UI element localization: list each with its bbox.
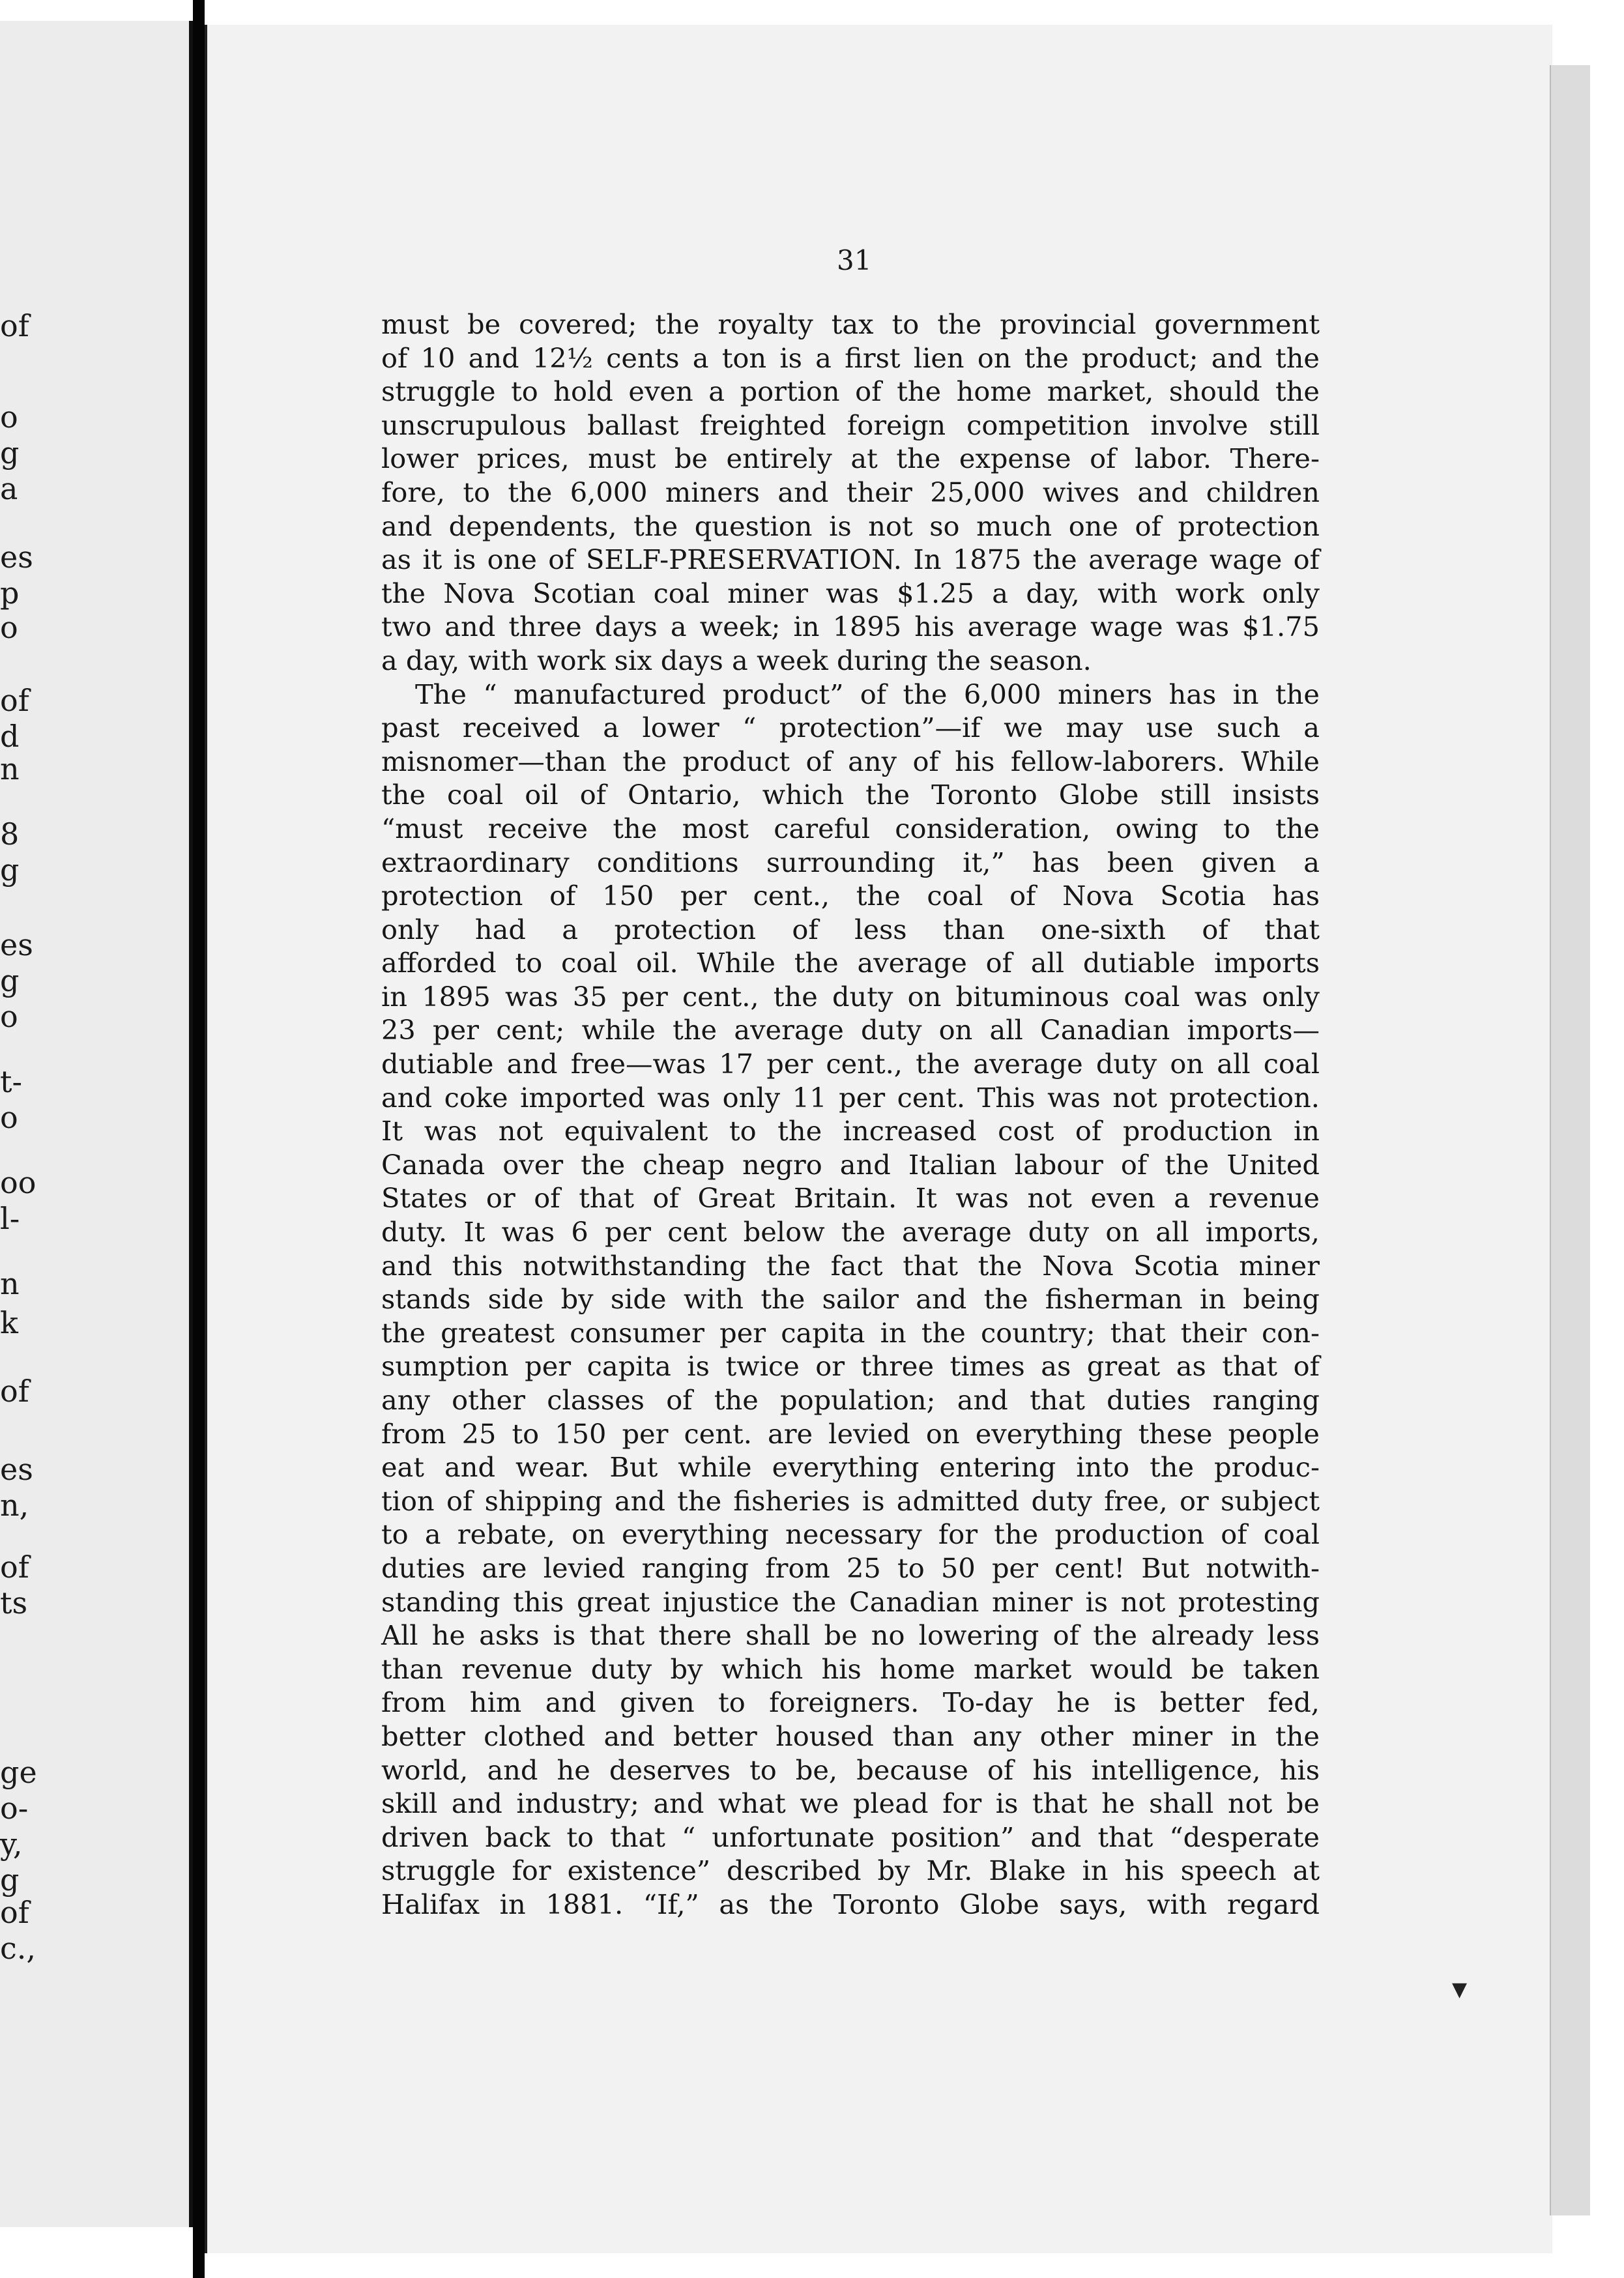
facing-page-fragment: o [0, 610, 18, 645]
text-line: and coke imported was only 11 per cent. This was not protection. [381, 1081, 1320, 1114]
text-line: “must receive the most careful consideration, owing to the [381, 812, 1320, 844]
text-line: only had a protection of less than one-sixth of that [381, 913, 1320, 945]
facing-page-fragment: of [0, 1374, 29, 1409]
facing-page-fragment: ts [0, 1585, 28, 1621]
facing-page-fragment: d [0, 719, 20, 754]
text-line: duties are levied ranging from 25 to 50 per cent! But notwith- [381, 1551, 1320, 1584]
scan-speck: ▼ [1452, 1978, 1468, 2001]
facing-page-fragment: of [0, 683, 29, 718]
text-line: Canada over the cheap negro and Italian labour of the United [381, 1148, 1320, 1181]
facing-page-fragment: ge [0, 1755, 37, 1790]
text-line: skill and industry; and what we plead for is that he shall not be [381, 1787, 1320, 1820]
text-line: and this notwithstanding the fact that the Nova Scotia miner [381, 1249, 1320, 1282]
text-line: driven back to that “ unfortunate position” and that “desperate [381, 1821, 1320, 1853]
facing-page [0, 21, 193, 2227]
text-line: All he asks is that there shall be no lowering of the already less [381, 1619, 1320, 1652]
text-line: as it is one of SELF-PRESERVATION. In 1875 the average wage of [381, 543, 1320, 576]
text-line: extraordinary conditions surrounding it,” has been given a [381, 846, 1320, 878]
facing-page-fragment: 8 [0, 816, 20, 852]
text-line: States or of that of Great Britain. It was not even a revenue [381, 1182, 1320, 1215]
text-line: world, and he deserves to be, because of his intelligence, his [381, 1753, 1320, 1786]
text-line: and dependents, the question is not so much one of protection [381, 510, 1320, 542]
facing-page-fragment: of [0, 308, 29, 343]
facing-page-fragment: oo [0, 1165, 36, 1200]
facing-page-fragment: k [0, 1305, 18, 1340]
text-line: a day, with work six days a week during the season. [381, 644, 1092, 676]
facing-page-fragment: y, [0, 1826, 23, 1862]
facing-page-fragment: es [0, 1452, 33, 1487]
text-line: must be covered; the royalty tax to the provincial government [381, 308, 1320, 340]
text-line: standing this great injustice the Canadian miner is not protesting [381, 1585, 1320, 1618]
text-line: stands side by side with the sailor and the fisherman in being [381, 1283, 1320, 1316]
page-number: 31 [837, 244, 872, 276]
text-line: tion of shipping and the fisheries is admitted duty free, or subject [381, 1484, 1320, 1517]
text-line: from him and given to foreigners. To-day he is better fed, [381, 1686, 1320, 1719]
facing-page-fragment: of [0, 1550, 29, 1585]
facing-page-fragment: g [0, 435, 20, 470]
text-line: of 10 and 12½ cents a ton is a first lien on the product; and the [381, 341, 1320, 374]
text-line: to a rebate, on everything necessary for the production of coal [381, 1518, 1320, 1551]
text-line: duty. It was 6 per cent below the average duty on all imports, [381, 1216, 1320, 1248]
facing-page-fragment: o [0, 399, 18, 435]
text-line: lower prices, must be entirely at the expense of labor. There- [381, 442, 1320, 475]
text-line: from 25 to 150 per cent. are levied on everything these people [381, 1417, 1320, 1450]
text-line: two and three days a week; in 1895 his average wage was $1.75 [381, 611, 1320, 643]
text-line: better clothed and better housed than any other miner in the [381, 1720, 1320, 1752]
text-line: Halifax in 1881. “If,” as the Toronto Globe says, with regard [381, 1888, 1320, 1920]
facing-page-fragment: t- [0, 1064, 23, 1099]
facing-page-fragment: g [0, 1862, 20, 1897]
text-line: struggle to hold even a portion of the home market, should the [381, 375, 1320, 408]
facing-page-fragment: p [0, 575, 20, 611]
text-line: misnomer—than the product of any of his fellow-laborers. While [381, 745, 1320, 777]
facing-page-fragment: n [0, 751, 20, 786]
text-line: in 1895 was 35 per cent., the duty on bituminous coal was only [381, 980, 1320, 1013]
text-line: any other classes of the population; and that duties ranging [381, 1384, 1320, 1416]
text-line: dutiable and free—was 17 per cent., the average duty on all coal [381, 1048, 1320, 1080]
text-line: struggle for existence” described by Mr. Blake in his speech at [381, 1854, 1320, 1887]
text-line: 23 per cent; while the average duty on all Canadian imports— [381, 1014, 1320, 1046]
text-line: than revenue duty by which his home market would be taken [381, 1652, 1320, 1685]
facing-page-fragment: es [0, 927, 33, 962]
facing-page-fragment: n, [0, 1488, 29, 1523]
text-line: the coal oil of Ontario, which the Toronto Globe still insists [381, 779, 1320, 811]
text-line: fore, to the 6,000 miners and their 25,000 wives and children [381, 476, 1320, 508]
facing-page-fragment: es [0, 540, 33, 575]
text-line: unscrupulous ballast freighted foreign competition involve still [381, 409, 1320, 441]
text-line: The “ manufactured product” of the 6,000 miners has in the [415, 678, 1320, 710]
facing-page-fragment: g [0, 963, 20, 998]
body-text [381, 308, 1320, 1922]
facing-page-fragment: a [0, 471, 18, 506]
text-line: It was not equivalent to the increased cost of production in [381, 1115, 1320, 1147]
text-line: past received a lower “ protection”—if we may use such a [381, 712, 1320, 744]
facing-page-fragment: of [0, 1895, 29, 1930]
text-line: eat and wear. But while everything entering into the produc- [381, 1451, 1320, 1484]
facing-page-fragment: o [0, 1100, 18, 1135]
facing-page-fragment: o- [0, 1791, 29, 1826]
text-line: the Nova Scotian coal miner was $1.25 a day, with work only [381, 577, 1320, 609]
facing-page-fragment: g [0, 852, 20, 887]
text-line: protection of 150 per cent., the coal of Nova Scotia has [381, 880, 1320, 912]
facing-page-fragment: c., [0, 1931, 36, 1966]
facing-page-fragment: n [0, 1266, 20, 1301]
facing-page-fragment: o [0, 999, 18, 1034]
text-line: afforded to coal oil. While the average of all dutiable imports [381, 947, 1320, 979]
book-gutter [193, 0, 205, 2278]
text-line: the greatest consumer per capita in the country; that their con- [381, 1316, 1320, 1349]
facing-page-fragment: l- [0, 1201, 20, 1236]
text-line: sumption per capita is twice or three times as great as that of [381, 1350, 1320, 1383]
page-edge [1550, 65, 1590, 2215]
